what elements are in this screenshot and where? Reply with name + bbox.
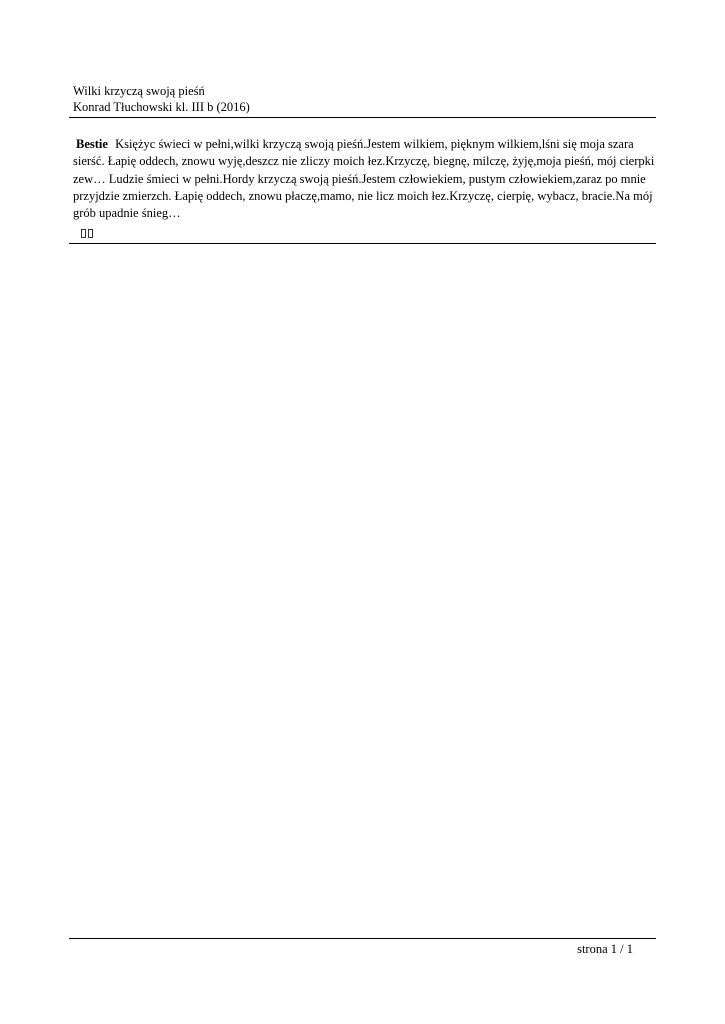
document-title: Wilki krzyczą swoją pieśń (73, 84, 205, 98)
page-number: strona 1 / 1 (577, 942, 633, 956)
poem-title: Bestie (76, 137, 108, 151)
header-divider (69, 117, 656, 118)
document-header (73, 83, 250, 115)
poem-body (73, 136, 657, 222)
content-divider (69, 243, 656, 244)
footer-divider (69, 938, 656, 939)
author-line: Konrad Tłuchowski kl. III b (2016) (73, 100, 250, 114)
missing-glyph-icon (81, 229, 86, 238)
poem-text: Księżyc świeci w pełni,wilki krzyczą swoją pieśń.Jestem wilkiem, pięknym wilkiem,lśni się moja szara sierść. Łapię oddech, znowu wyję,deszcz nie zliczy moich łez.Krzyczę, biegnę, milczę, żyję,moja pieśń, mój cierpki zew… Ludzie śmieci w pełni.Hordy krzyczą swoją pieśń.Jestem człowiekiem, pustym człowiekiem,zaraz po mnie przyjdzie zmierzch. Łapię oddech, znowu płaczę,mamo, nie licz moich łez.Krzyczę, cierpię, wybacz, bracie.Na mój grób upadnie śnieg… (73, 137, 655, 221)
missing-glyph-icons (81, 229, 93, 238)
missing-glyph-icon (88, 229, 93, 238)
